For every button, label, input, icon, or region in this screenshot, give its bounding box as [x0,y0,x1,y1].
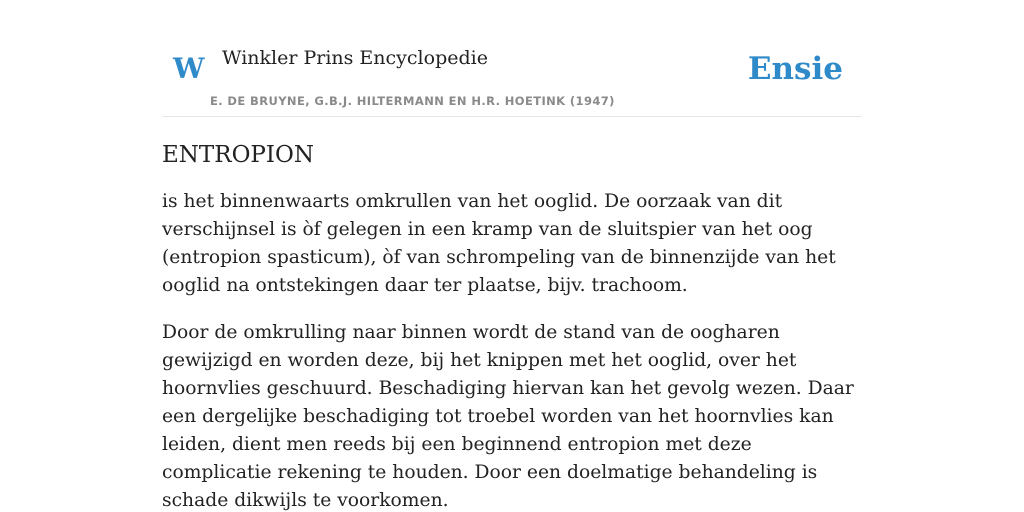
ensie-brand-logo[interactable]: Ensie [747,51,843,87]
source-title[interactable]: Winkler Prins Encyclopedie [222,47,488,69]
article-title: ENTROPION [162,142,314,168]
source-authors: E. DE BRUYNE, G.B.J. HILTERMANN EN H.R. HOETINK (1947) [210,94,615,108]
winkler-prins-logo[interactable]: W [173,52,205,85]
article-paragraph: Door de omkrulling naar binnen wordt de stand van de oogharen gewijzigd en worden deze, bij het knippen met het ooglid, over het hoornvlies geschuurd. Beschadiging hiervan kan het gevolg wezen. Daar een dergelijke beschadiging tot troebel worden van het hoornvlies kan leiden, dient men reeds bij een beginnend entropion met deze complicatie rekening te houden. Door een doelmatige behandeling is schade dikwijls te voorkomen. [162,322,854,511]
article [162,138,862,512]
source-header [162,0,862,117]
article-paragraph: is het binnenwaarts omkrullen van het ooglid. De oorzaak van dit verschijnsel is òf gelegen in een kramp van de sluitspier van het oog (entropion spasticum), òf van schrompeling van de binnenzijde van het ooglid na ontstekingen daar ter plaatse, bijv. trachoom. [162,191,836,296]
